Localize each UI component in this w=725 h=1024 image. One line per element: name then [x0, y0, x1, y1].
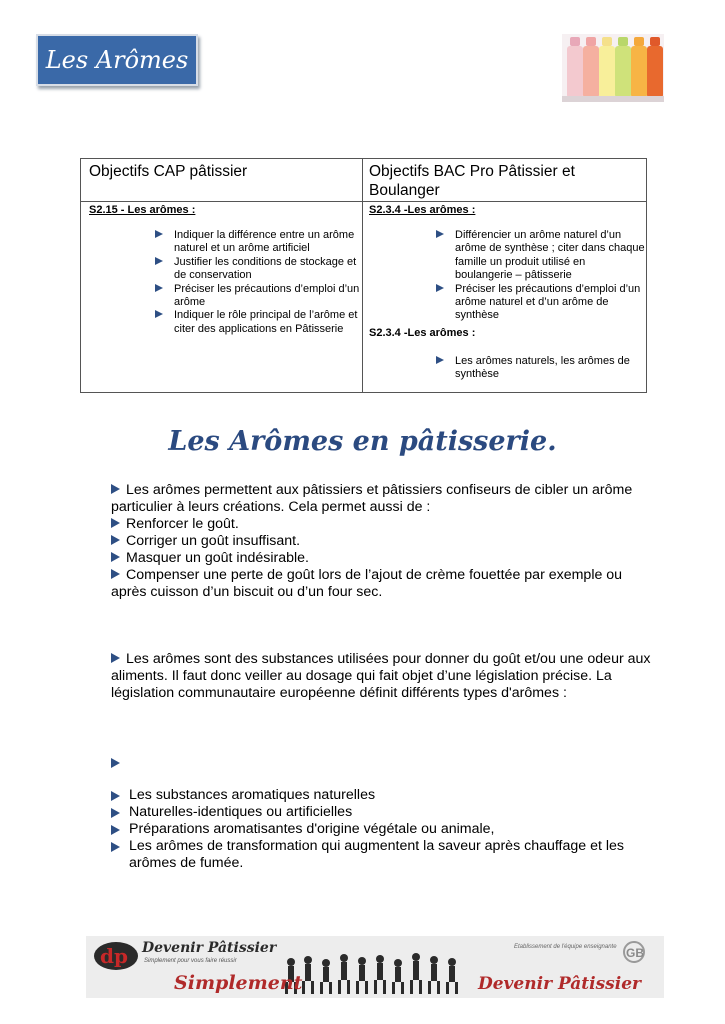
footer-tagline: Simplement pour vous faire réussir — [144, 958, 237, 964]
bullet-icon — [111, 535, 120, 545]
footer-left-script: Simplement — [174, 972, 303, 994]
list-item: Préparations aromatisantes d'origine végétale ou animale, — [111, 821, 661, 838]
bullet-icon — [155, 310, 163, 318]
types-block — [111, 787, 661, 872]
bullet-icon — [111, 825, 120, 835]
page-title-box — [36, 34, 198, 86]
section-heading: Les Arômes en pâtisserie. — [168, 426, 557, 457]
intro-block — [111, 482, 661, 601]
list-item: Compenser une perte de goût lors de l’ajout de crème fouettée par exemple ou après cuisson d’un biscuit ou d’un four sec. — [111, 567, 623, 600]
bullet-icon — [111, 842, 120, 852]
bullet-icon — [111, 484, 120, 494]
cap-objectives-list — [174, 229, 362, 336]
cap-section-code: S2.15 - Les arômes : — [89, 204, 196, 216]
table-column-divider — [362, 159, 363, 392]
bac-section-code-2: S2.3.4 -Les arômes : — [369, 327, 476, 339]
list-item: Préciser les précautions d’emploi d’un arôme naturel et d’un arôme de synthèse — [455, 283, 645, 323]
flavour-bottles-image — [562, 34, 664, 102]
footer-establishment: Etablissement de l'équipe enseignante — [514, 944, 617, 950]
list-item: Les arômes de transformation qui augmentent la saveur après chauffage et les arômes de fumée. — [111, 838, 661, 872]
list-item: Différencier un arôme naturel d’un arôme de synthèse ; citer dans chaque famille un produit utilisé en boulangerie – pâtisserie — [455, 229, 645, 283]
bullet-icon — [111, 808, 120, 818]
footer-banner — [86, 936, 664, 998]
bullet-icon — [436, 356, 444, 364]
list-item: Préciser les précautions d’emploi d’un arôme — [174, 283, 362, 310]
bac-objectives-list-1 — [455, 229, 645, 323]
bac-objectives-header: Objectifs BAC Pro Pâtissier et Boulanger — [369, 163, 575, 199]
bullet-icon — [111, 518, 120, 528]
list-item: Corriger un goût insuffisant. — [111, 533, 661, 550]
bullet-icon — [111, 758, 120, 768]
intro-paragraph: Les arômes permettent aux pâtissiers et pâtissiers confiseurs de cibler un arôme particulier à leurs créations. Cela permet aussi de : — [111, 482, 633, 515]
bullet-icon — [155, 284, 163, 292]
empty-bullet — [111, 755, 126, 773]
list-item: Les arômes naturels, les arômes de synthèse — [455, 355, 645, 382]
footer-right-script: Devenir Pâtissier — [478, 974, 641, 994]
dp-logo-text: dp — [100, 944, 128, 968]
bullet-icon — [111, 552, 120, 562]
bullet-icon — [155, 230, 163, 238]
gb-logo-text: GB — [626, 946, 644, 960]
bullet-icon — [111, 791, 120, 801]
bac-objectives-list-2 — [455, 355, 645, 382]
purposes-list — [111, 516, 661, 601]
bullet-icon — [155, 257, 163, 265]
list-item: Les substances aromatiques naturelles — [111, 787, 661, 804]
table-header-divider — [81, 201, 646, 202]
cap-objectives-header: Objectifs CAP pâtissier — [89, 163, 248, 180]
bac-section-code-1: S2.3.4 -Les arômes : — [369, 204, 476, 216]
list-item: Renforcer le goût. — [111, 516, 661, 533]
objectives-table — [80, 158, 647, 393]
list-item: Justifier les conditions de stockage et de conservation — [174, 256, 362, 283]
page-title: Les Arômes — [45, 46, 189, 74]
definition-paragraph: Les arômes sont des substances utilisées pour donner du goût et/ou une odeur aux aliments. Il faut donc veiller au dosage qui fait objet d’une législation précise. La législation communautaire européenne définit différents types d'arômes : — [111, 651, 651, 701]
footer-brand: Devenir Pâtissier — [142, 940, 277, 956]
bullet-icon — [436, 284, 444, 292]
bullet-icon — [436, 230, 444, 238]
aroma-types-list — [111, 787, 661, 872]
list-item: Indiquer le rôle principal de l’arôme et citer des applications en Pâtisserie — [174, 309, 362, 336]
bullet-icon — [111, 569, 120, 579]
list-item: Masquer un goût indésirable. — [111, 550, 661, 567]
bullet-icon — [111, 653, 120, 663]
definition-block — [111, 651, 661, 702]
list-item: Indiquer la différence entre un arôme naturel et un arôme artificiel — [174, 229, 362, 256]
list-item: Naturelles-identiques ou artificielles — [111, 804, 661, 821]
